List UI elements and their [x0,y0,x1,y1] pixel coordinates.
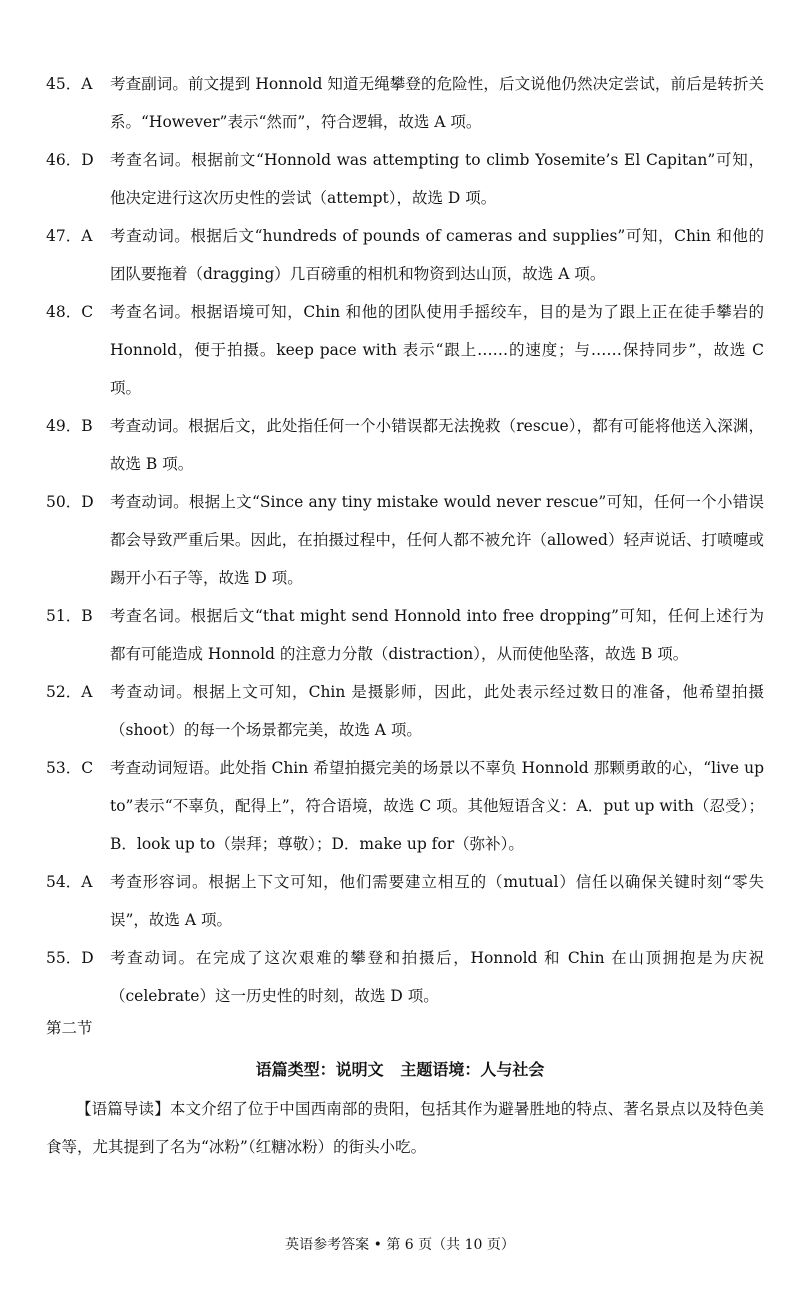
answer-item-54 [46,863,764,939]
answer-item-50 [46,483,764,597]
answer-item-53 [46,749,764,863]
section-label: 第二节 [46,1019,93,1037]
answer-explanation: 考查形容词。根据上下文可知，他们需要建立相互的（mutual）信任以确保关键时刻“零失误”，故选 A 项。 [110,873,764,929]
answer-number: 46．D [46,151,94,169]
answer-explanation: 考查副词。前文提到 Honnold 知道无绳攀登的危险性，后文说他仍然决定尝试，前后是转折关系。“However”表示“然而”，符合逻辑，故选 A 项。 [110,75,764,131]
answer-item-52 [46,673,764,749]
answer-explanation: 考查动词。根据上文可知，Chin 是摄影师，因此，此处表示经过数日的准备，他希望拍摄（shoot）的每一个场景都完美，故选 A 项。 [110,683,764,739]
answer-item-48 [46,293,764,407]
genre-type: 语篇类型：说明文 [255,1060,384,1079]
answer-item-47 [46,217,764,293]
answer-item-55 [46,939,764,1015]
answer-number: 50．D [46,493,94,511]
answer-item-49 [46,407,764,483]
page-footer: 英语参考答案 • 第 6 页（共 10 页） [285,1237,515,1253]
answer-explanation: 考查动词短语。此处指 Chin 希望拍摄完美的场景以不辜负 Honnold 那颗勇敢的心，“live up to”表示“不辜负，配得上”，符合语境，故选 C 项。其他短语含义：A．put up with（忍受）；B．look up to（崇拜；尊敬）；D．make up for（弥补）。 [110,759,764,853]
answer-number: 51．B [46,607,93,625]
answer-number: 54．A [46,873,93,891]
answer-explanation: 考查名词。根据后文“that might send Honnold into free dropping”可知，任何上述行为都有可能造成 Honnold 的注意力分散（distraction），从而使他坠落，故选 B 项。 [110,607,764,663]
answer-explanation: 考查名词。根据语境可知，Chin 和他的团队使用手摇绞车，目的是为了跟上正在徒手攀岩的 Honnold，便于拍摄。keep pace with 表示“跟上……的速度；与……保持同步”，故选 C 项。 [110,303,764,397]
answer-number: 55．D [46,949,94,967]
answer-number: 52．A [46,683,93,701]
genre-heading [0,1055,800,1085]
answer-number: 49．B [46,417,93,435]
answer-explanation: 考查名词。根据前文“Honnold was attempting to climb Yosemite’s El Capitan”可知，他决定进行这次历史性的尝试（attempt），故选 D 项。 [110,151,764,207]
reading-guide: 【语篇导读】本文介绍了位于中国西南部的贵阳，包括其作为避暑胜地的特点、著名景点以及特色美食等，尤其提到了名为“冰粉”（红糖冰粉）的街头小吃。 [46,1100,764,1156]
answer-number: 48．C [46,303,94,321]
genre-theme: 主题语境：人与社会 [400,1060,545,1079]
answer-number: 45．A [46,75,93,93]
answer-explanation: 考查动词。根据后文“hundreds of pounds of cameras and supplies”可知，Chin 和他的团队要拖着（dragging）几百磅重的相机和物资到达山顶，故选 A 项。 [110,227,764,283]
answer-item-51 [46,597,764,673]
answer-number: 53．C [46,759,94,777]
answer-number: 47．A [46,227,93,245]
answer-item-46 [46,141,764,217]
answer-explanation: 考查动词。根据后文，此处指任何一个小错误都无法挽救（rescue），都有可能将他送入深渊，故选 B 项。 [110,417,764,473]
answer-explanation: 考查动词。在完成了这次艰难的攀登和拍摄后，Honnold 和 Chin 在山顶拥抱是为庆祝（celebrate）这一历史性的时刻，故选 D 项。 [110,949,764,1005]
answer-item-45 [46,65,764,141]
answer-explanation: 考查动词。根据上文“Since any tiny mistake would never rescue”可知，任何一个小错误都会导致严重后果。因此，在拍摄过程中，任何人都不被允许（allowed）轻声说话、打喷嚏或踢开小石子等，故选 D 项。 [110,493,764,587]
